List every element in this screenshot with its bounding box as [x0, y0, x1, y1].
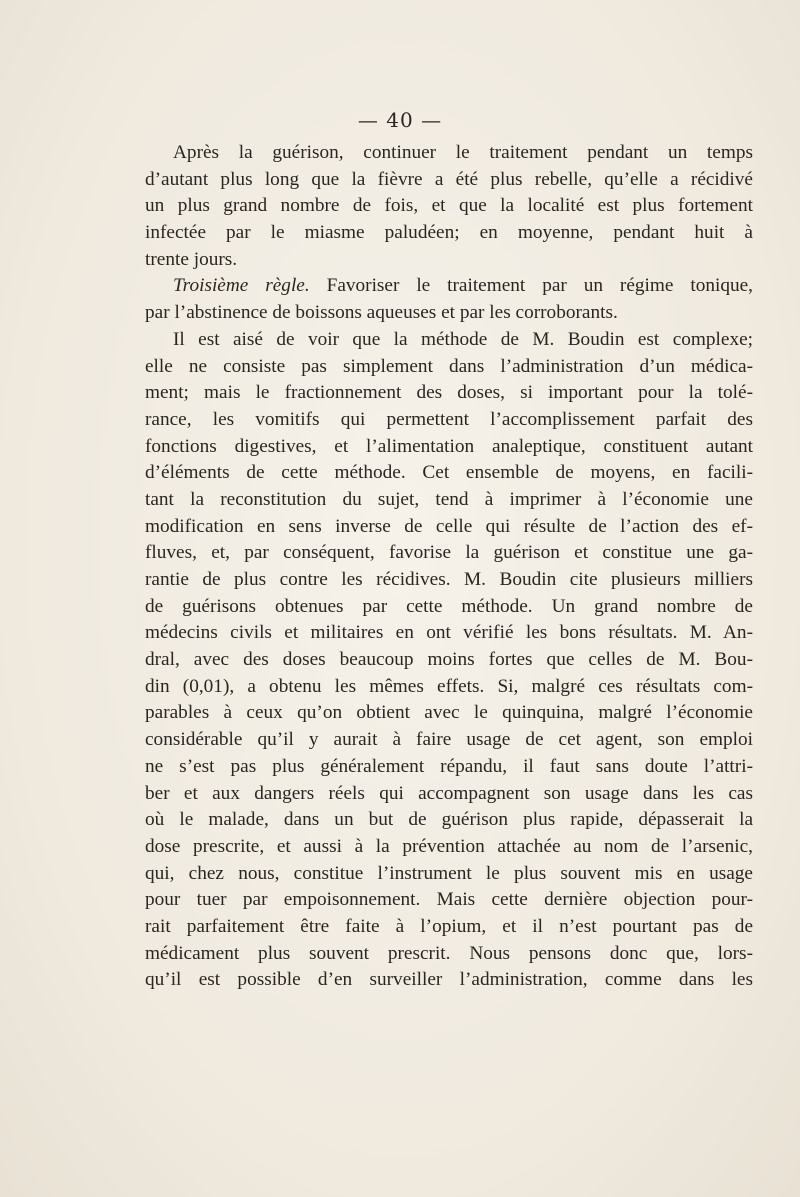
- text-line: [145, 674, 753, 701]
- line-text: Après la guérison, continuer le traitement pendant un temps: [173, 142, 753, 163]
- text-line: [145, 914, 753, 941]
- line-text: d’autant plus long que la fièvre a été plus rebelle, qu’elle a récidivé: [145, 168, 753, 190]
- text-line: [145, 380, 753, 407]
- line-text: modification en sens inverse de celle qui résulte de l’action des ef-: [145, 515, 753, 537]
- text-line: [145, 781, 753, 808]
- text-line: [145, 193, 753, 220]
- text-line: [145, 620, 753, 647]
- line-text: qu’il est possible d’en surveiller l’administration, comme dans les: [145, 969, 753, 991]
- text-line: [145, 967, 753, 994]
- line-text: Il est aisé de voir que la méthode de M. Boudin est complexe;: [173, 328, 753, 350]
- line-text: ne s’est pas plus généralement répandu, il faut sans doute l’attri-: [145, 755, 753, 777]
- rule-label: Troisième règle.: [173, 275, 310, 297]
- line-text: trente jours.: [145, 248, 238, 270]
- line-text: par l’abstinence de boissons aqueuses et par les corroborants.: [145, 302, 618, 324]
- text-line: [145, 727, 753, 754]
- page-number: — 40 —: [357, 108, 443, 132]
- text-line: [145, 140, 753, 167]
- text-line: [145, 460, 753, 487]
- text-line: [145, 354, 753, 381]
- text-line: [145, 514, 753, 541]
- line-text: médecins civils et militaires en ont vérifié les bons résultats. M. An-: [145, 622, 753, 644]
- line-text: d’éléments de cette méthode. Cet ensemble de moyens, en facili-: [145, 462, 753, 484]
- text-line: [145, 247, 753, 274]
- text-line: [145, 487, 753, 514]
- text-line: [145, 220, 753, 247]
- line-text: din (0,01), a obtenu les mêmes effets. Si, malgré ces résultats com-: [145, 675, 753, 697]
- text-line: [145, 167, 753, 194]
- line-text: dral, avec des doses beaucoup moins fortes que celles de M. Bou-: [145, 649, 753, 671]
- text-line: [145, 434, 753, 461]
- text-line: [145, 567, 753, 594]
- text-line: [145, 700, 753, 727]
- line-text: parables à ceux qu’on obtient avec le quinquina, malgré l’économie: [145, 702, 753, 724]
- line-text: un plus grand nombre de fois, et que la localité est plus fortement: [145, 195, 753, 217]
- text-line: [145, 273, 753, 300]
- line-text: ment; mais le fractionnement des doses, si important pour la tolé-: [145, 382, 753, 404]
- text-line: [145, 941, 753, 968]
- line-text: dose prescrite, et aussi à la prévention attachée au nom de l’arsenic,: [145, 835, 753, 857]
- line-text: Favoriser le traitement par un régime tonique,: [309, 275, 753, 297]
- text-line: [145, 300, 753, 327]
- line-text: rait parfaitement être faite à l’opium, et il n’est pourtant pas de: [145, 915, 753, 937]
- line-text: fluves, et, par conséquent, favorise la guérison et constitue une ga-: [145, 542, 753, 564]
- line-text: considérable qu’il y aurait à faire usage de cet agent, son emploi: [145, 729, 753, 751]
- text-line: [145, 754, 753, 781]
- line-text: rantie de plus contre les récidives. M. Boudin cite plusieurs milliers: [145, 569, 753, 590]
- text-line: [145, 861, 753, 888]
- line-text: rance, les vomitifs qui permettent l’accomplissement parfait des: [145, 408, 753, 430]
- text-line: [145, 807, 753, 834]
- line-text: tant la reconstitution du sujet, tend à imprimer à l’économie une: [145, 488, 753, 510]
- line-text: médicament plus souvent prescrit. Nous pensons donc que, lors-: [145, 942, 753, 964]
- line-text: elle ne consiste pas simplement dans l’administration d’un médica-: [145, 355, 753, 377]
- line-text: où le malade, dans un but de guérison plus rapide, dépasserait la: [145, 809, 753, 831]
- text-line: [145, 594, 753, 621]
- line-text: qui, chez nous, constitue l’instrument le plus souvent mis en usage: [145, 862, 753, 884]
- text-line: [145, 647, 753, 674]
- line-text: infectée par le miasme paludéen; en moyenne, pendant huit à: [145, 222, 753, 244]
- text-line: [145, 887, 753, 914]
- text-line: [145, 834, 753, 861]
- line-text: de guérisons obtenues par cette méthode. Un grand nombre de: [145, 595, 753, 617]
- text-line: [145, 407, 753, 434]
- line-text: ber et aux dangers réels qui accompagnent son usage dans les cas: [145, 782, 753, 804]
- text-line: [145, 327, 753, 354]
- line-text: fonctions digestives, et l’alimentation analeptique, constituent autant: [145, 435, 753, 457]
- text-line: [145, 540, 753, 567]
- body-text: [145, 140, 753, 994]
- line-text: pour tuer par empoisonnement. Mais cette dernière objection pour-: [145, 889, 753, 911]
